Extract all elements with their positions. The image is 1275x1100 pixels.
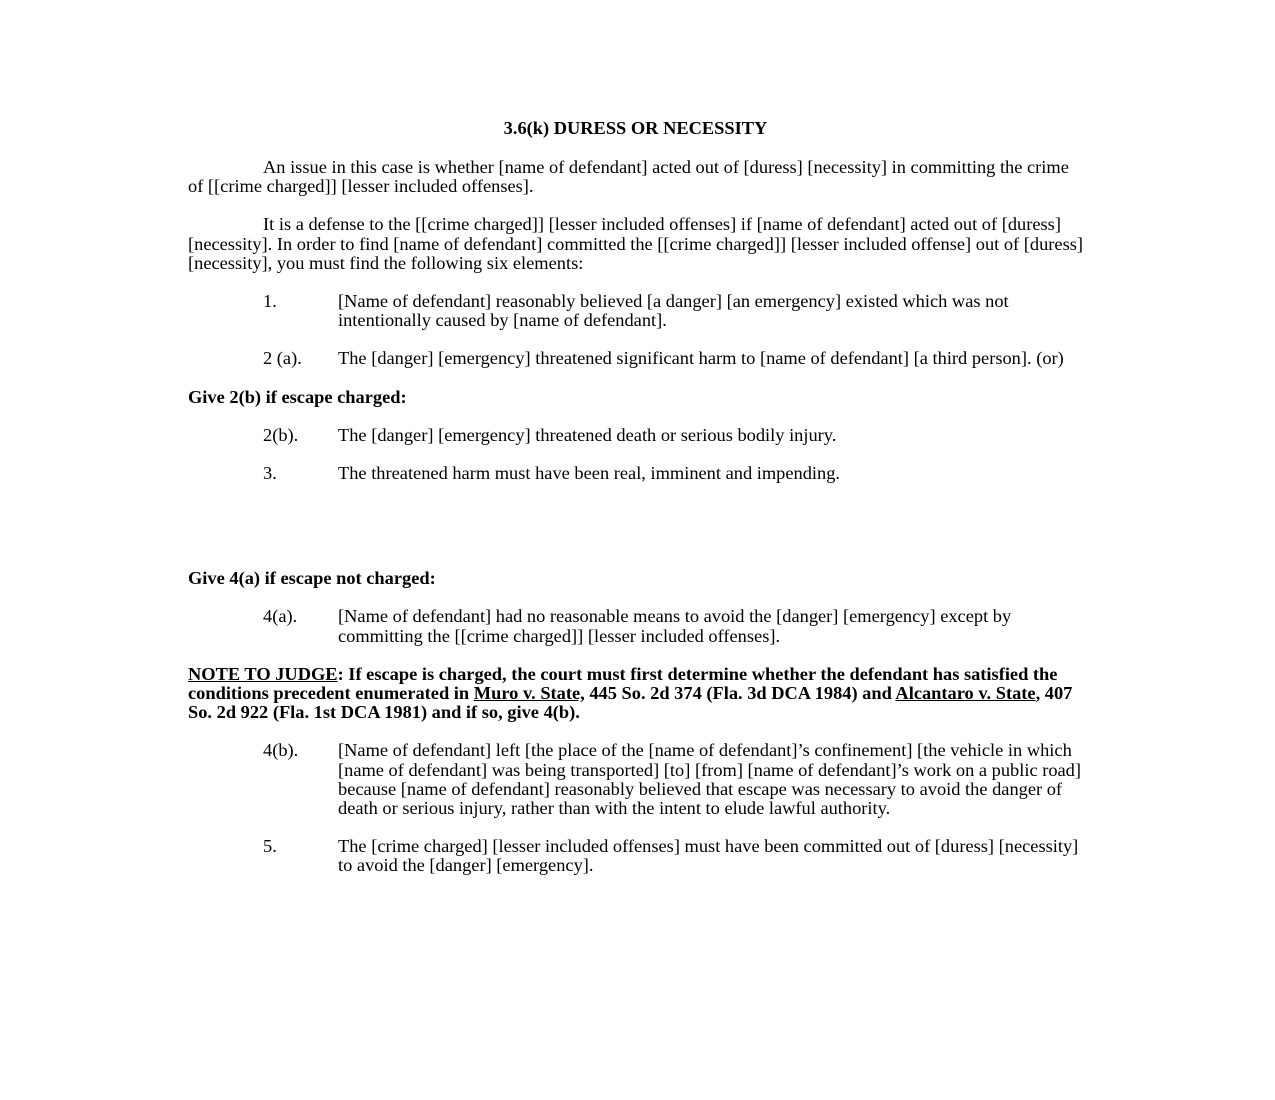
element-item — [188, 607, 1083, 645]
element-number: 2(b). — [263, 424, 299, 445]
case-citation-alcantaro: Alcantaro v. State — [895, 683, 1036, 704]
element-item — [188, 292, 1083, 330]
defense-paragraph: It is a defense to the [[crime charged]] [lesser included offenses] if [name of defendant] acted out of [duress] [necessity]. In order to find [name of defendant] committed the [[crime charged]] [lesser included offense] out of [duress] [necessity], you must find the following six elements: — [188, 214, 1084, 273]
element-text: [Name of defendant] left [the place of the [name of defendant]’s confinement] [the vehicle in which [name of defendant] was being transported] [to] [from] [name of defendant]’s work on a public road] because [name of defendant] reasonably believed that escape was necessary to avoid the danger of death or serious injury, rather than with the intent to elude lawful authority. — [338, 740, 1082, 819]
note-label: NOTE TO JUDGE — [188, 663, 338, 684]
document-title: 3.6(k) DURESS OR NECESSITY — [503, 118, 768, 138]
instruction-heading-2b: Give 2(b) if escape charged: — [188, 386, 407, 407]
element-number: 1. — [263, 291, 277, 312]
element-text: [Name of defendant] reasonably believed [a danger] [an emergency] existed which was not intentionally caused by [name of defendant]. — [338, 291, 1009, 331]
element-text: The [danger] [emergency] threatened significant harm to [name of defendant] [a third person]. (or) — [338, 348, 1064, 369]
element-text: The [danger] [emergency] threatened death or serious bodily injury. — [338, 424, 837, 445]
element-item — [188, 837, 1083, 875]
element-item — [188, 426, 1083, 445]
note-text: , 407 So. 2d 922 (Fla. 1st DCA 1981) and if so, give 4(b). — [188, 683, 1073, 723]
element-number: 4(b). — [263, 740, 299, 761]
element-item — [188, 741, 1083, 818]
element-number: 4(a). — [263, 606, 298, 627]
element-text: [Name of defendant] had no reasonable means to avoid the [danger] [emergency] except by committing the [[crime charged]] [lesser included offenses]. — [338, 606, 1012, 646]
note-text: 445 So. 2d 374 (Fla. 3d DCA 1984) and — [584, 683, 896, 704]
instruction-heading-4a: Give 4(a) if escape not charged: — [188, 568, 436, 589]
case-citation-muro: Muro v. State, — [473, 683, 585, 704]
element-text: The threatened harm must have been real, imminent and impending. — [338, 463, 840, 484]
element-item — [188, 464, 1083, 483]
note-to-judge — [188, 665, 1083, 723]
element-number: 2 (a). — [263, 348, 302, 369]
element-number: 3. — [263, 463, 277, 484]
intro-paragraph: An issue in this case is whether [name of defendant] acted out of [duress] [necessity] in committing the crime of [[crime charged]] [lesser included offenses]. — [188, 157, 1069, 197]
note-text: If escape is charged, the court must first determine whether the defendant has satisfied the conditions precedent enumerated in — [188, 663, 1058, 704]
element-item — [188, 349, 1083, 368]
blank-space — [188, 502, 1083, 569]
element-text: The [crime charged] [lesser included offenses] must have been committed out of [duress] [necessity] to avoid the [danger] [emergency]. — [338, 836, 1079, 876]
note-colon: : — [337, 663, 344, 684]
element-number: 5. — [263, 836, 277, 857]
document-page — [188, 119, 1083, 895]
